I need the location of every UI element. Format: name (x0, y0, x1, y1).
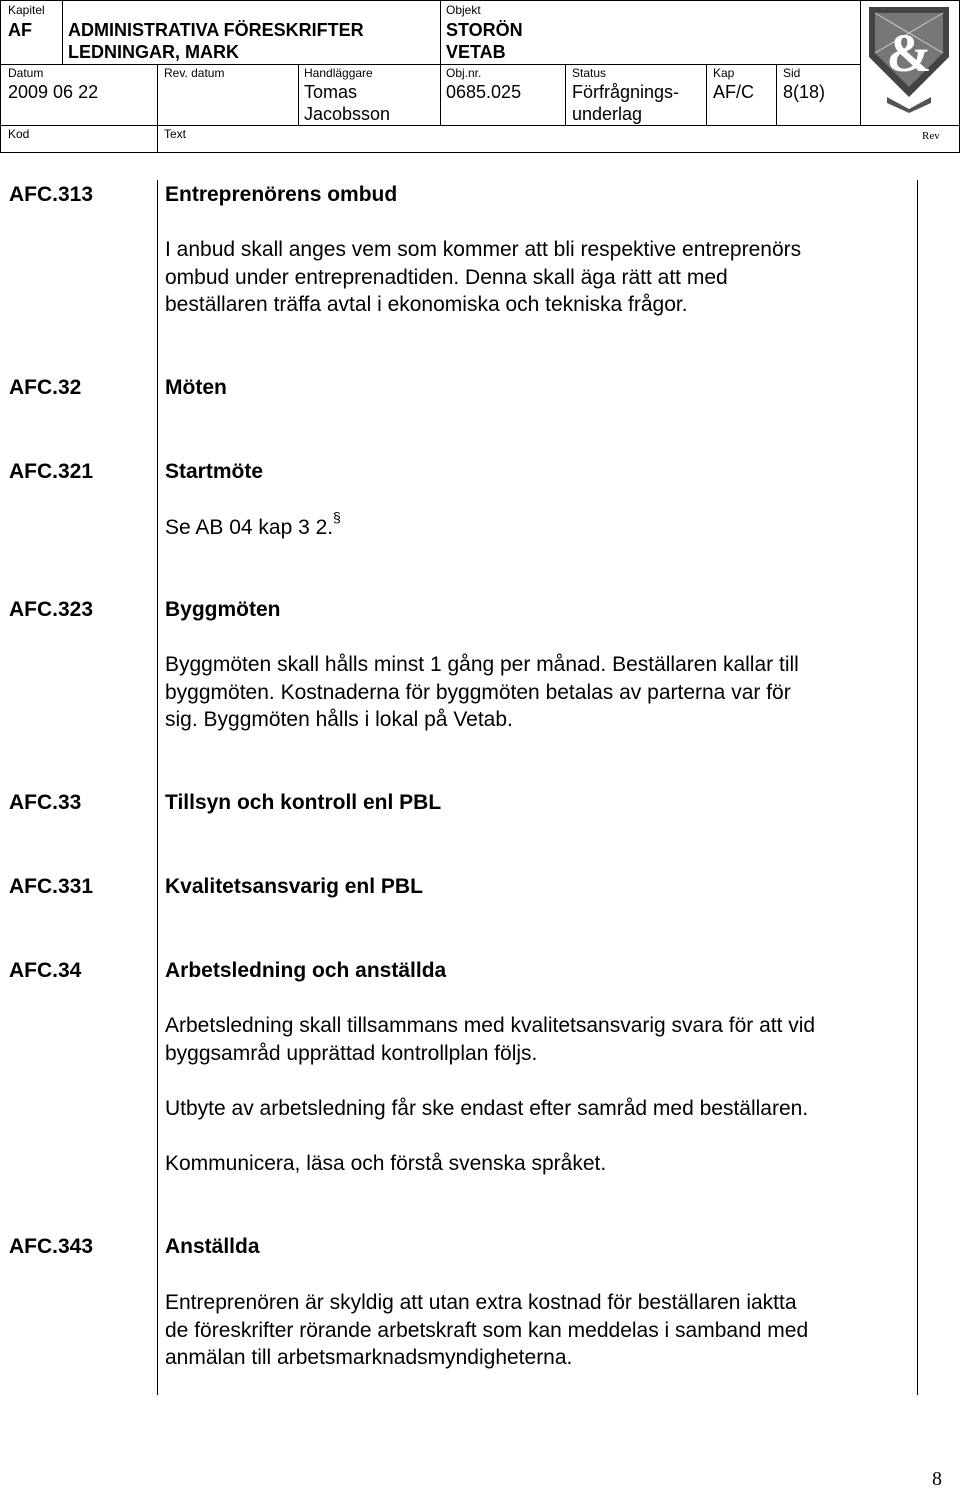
section-code: AFC.343 (9, 1235, 94, 1258)
section-heading: Startmöte (165, 460, 264, 483)
datum-value: 2009 06 22 (8, 82, 99, 102)
section-code: AFC.32 (9, 376, 82, 399)
section-paragraph: Kommunicera, läsa och förstå svenska språket. (165, 1152, 607, 1175)
handlaggare-label: Handläggare (304, 66, 373, 80)
objekt-value-line2: VETAB (446, 42, 506, 62)
section-code: AFC.34 (9, 959, 82, 982)
document-title-line2: LEDNINGAR, MARK (68, 42, 239, 62)
section-paragraph: Arbetsledning skall tillsammans med kvalitetsansvarig svara för att vid byggsamråd upprättad kontrollplan följs. (165, 1014, 816, 1065)
section-heading: Byggmöten (165, 598, 281, 621)
kapitel-value: AF (8, 20, 32, 40)
objekt-value-line1: STORÖN (446, 20, 523, 40)
document-title-line1: ADMINISTRATIVA FÖRESKRIFTER (68, 20, 364, 40)
section-marker: § (333, 509, 341, 525)
objekt-label: Objekt (446, 3, 481, 17)
text-label: Text (164, 127, 187, 141)
kod-label: Kod (8, 127, 30, 141)
obj-nr-value: 0685.025 (446, 82, 522, 102)
section-heading: Arbetsledning och anställda (165, 959, 447, 982)
section-heading: Tillsyn och kontroll enl PBL (165, 791, 442, 814)
status-value-line1: Förfrågnings- (572, 82, 680, 102)
obj-nr-label: Obj.nr. (446, 66, 482, 80)
rev-datum-label: Rev. datum (164, 66, 225, 80)
section-heading: Entreprenörens ombud (165, 183, 398, 206)
column-divider-text (157, 180, 158, 1395)
section-code: AFC.33 (9, 791, 82, 814)
handlaggare-value-line2: Jacobsson (304, 104, 391, 124)
section-paragraph: Byggmöten skall hålls minst 1 gång per månad. Beställaren kallar till byggmöten. Kostnaderna för byggmöten betalas av parterna var för sig. Byggmöten hålls i lokal på Vetab. (165, 653, 799, 731)
section-paragraph: Entreprenören är skyldig att utan extra kostnad för beställaren iaktta de föreskrifter rörande arbetskraft som kan meddelas i samband med anmälan till arbetsmarknadsmyndigheterna. (165, 1291, 809, 1369)
section-paragraph: Utbyte av arbetsledning får ske endast efter samråd med beställaren. (165, 1097, 809, 1120)
section-code: AFC.321 (9, 460, 94, 483)
kapitel-label: Kapitel (8, 3, 45, 17)
section-code: AFC.313 (9, 183, 94, 206)
sid-label: Sid (783, 66, 801, 80)
kap-value: AF/C (713, 82, 755, 102)
svg-text:&: & (886, 23, 932, 83)
rev-label: Rev (922, 130, 940, 142)
company-logo-icon (867, 5, 951, 115)
kap-label: Kap (713, 66, 735, 80)
section-paragraph: Se AB 04 kap 3 2. (165, 516, 334, 539)
datum-label: Datum (8, 66, 44, 80)
status-label: Status (572, 66, 607, 80)
section-heading: Möten (165, 376, 227, 399)
section-paragraph: I anbud skall anges vem som kommer att bli respektive entreprenörs ombud under entreprenadtiden. Denna skall äga rätt att med beställaren träffa avtal i ekonomiska och tekniska frågor. (165, 238, 802, 316)
section-code: AFC.331 (9, 875, 94, 898)
sid-value: 8(18) (783, 82, 826, 102)
section-heading: Kvalitetsansvarig enl PBL (165, 875, 423, 898)
page-number: 8 (932, 1468, 942, 1490)
section-heading: Anställda (165, 1235, 260, 1258)
column-divider-rev (917, 180, 918, 1395)
section-code: AFC.323 (9, 598, 94, 621)
handlaggare-value-line1: Tomas (304, 82, 358, 102)
status-value-line2: underlag (572, 104, 643, 124)
